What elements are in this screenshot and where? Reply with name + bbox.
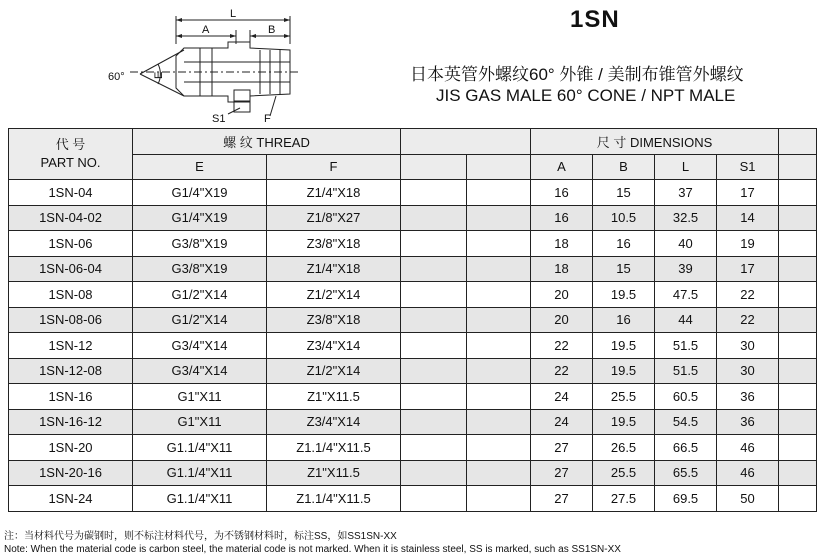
cell-part: 1SN-20-16 [9,460,133,486]
table-row [9,307,817,333]
cell-blank [467,180,531,206]
cell-f: Z1/4"X18 [267,180,401,206]
cell-f: Z1/2"X14 [267,282,401,308]
cell-blank [779,384,817,410]
col-header-E: E [133,154,267,180]
cell-b: 27.5 [593,486,655,512]
part-no-header-en: PART NO. [40,155,101,170]
table-row [9,333,817,359]
cell-blank [467,358,531,384]
cell-s1: 46 [717,460,779,486]
cell-part: 1SN-20 [9,435,133,461]
header-blank [401,129,531,155]
cell-blank [779,460,817,486]
cell-s1: 36 [717,409,779,435]
cell-s1: 30 [717,358,779,384]
cell-b: 25.5 [593,384,655,410]
cell-part: 1SN-16 [9,384,133,410]
cell-a: 18 [531,231,593,257]
cell-b: 19.5 [593,409,655,435]
dimensions-header: 尺 寸 DIMENSIONS [531,129,779,155]
cell-s1: 17 [717,256,779,282]
cell-blank [467,435,531,461]
cell-blank [779,282,817,308]
cell-f: Z1/8"X27 [267,205,401,231]
cell-f: Z1"X11.5 [267,384,401,410]
cell-part: 1SN-12 [9,333,133,359]
cell-blank [779,307,817,333]
dim-label-F: F [264,113,271,125]
cell-blank [779,231,817,257]
cell-part: 1SN-12-08 [9,358,133,384]
cell-b: 16 [593,307,655,333]
table-row [9,358,817,384]
cell-part: 1SN-24 [9,486,133,512]
cell-s1: 36 [717,384,779,410]
cell-l: 32.5 [655,205,717,231]
cell-part: 1SN-08-06 [9,307,133,333]
header-blank [779,154,817,180]
cell-part: 1SN-06-04 [9,256,133,282]
cell-a: 16 [531,205,593,231]
cell-f: Z1/2"X14 [267,358,401,384]
cell-blank [401,205,467,231]
cell-blank [401,231,467,257]
cell-blank [467,231,531,257]
cell-blank [467,307,531,333]
table-row [9,384,817,410]
cell-s1: 50 [717,486,779,512]
cell-part: 1SN-16-12 [9,409,133,435]
table-row [9,180,817,206]
cell-blank [467,460,531,486]
note-english: Note: When the material code is carbon steel, the material code is not marked. When it is stainless steel, SS is marked, such as SS1SN-XX [4,544,621,555]
cell-a: 27 [531,435,593,461]
table-row [9,256,817,282]
cell-l: 69.5 [655,486,717,512]
cell-b: 15 [593,180,655,206]
cell-l: 44 [655,307,717,333]
thread-header: 螺 纹 THREAD [133,129,401,155]
cell-f: Z3/8"X18 [267,307,401,333]
cell-f: Z3/4"X14 [267,409,401,435]
cell-a: 20 [531,307,593,333]
cell-b: 26.5 [593,435,655,461]
cell-e: G1.1/4"X11 [133,435,267,461]
cell-e: G3/4"X14 [133,358,267,384]
dim-label-E: E [153,71,165,79]
cell-blank [467,205,531,231]
cell-blank [779,256,817,282]
cell-a: 24 [531,384,593,410]
table-row [9,231,817,257]
cell-a: 27 [531,460,593,486]
part-no-header-cn: 代 号 [55,137,86,152]
cell-blank [779,435,817,461]
cell-s1: 22 [717,307,779,333]
cell-e: G3/8"X19 [133,256,267,282]
cell-blank [467,409,531,435]
cell-l: 47.5 [655,282,717,308]
cell-s1: 17 [717,180,779,206]
cell-a: 16 [531,180,593,206]
cell-e: G3/8"X19 [133,231,267,257]
cell-blank [779,205,817,231]
cell-blank [401,256,467,282]
cell-a: 22 [531,358,593,384]
cell-s1: 19 [717,231,779,257]
table-row [9,460,817,486]
cell-blank [401,180,467,206]
cell-blank [401,409,467,435]
cell-e: G3/4"X14 [133,333,267,359]
cell-s1: 30 [717,333,779,359]
note-chinese: 注：当材料代号为碳钢时，则不标注材料代号，为不锈钢材料时，标注SS，如SS1SN-XX [4,531,397,542]
cell-blank [779,409,817,435]
part-no-header [9,129,133,180]
cell-b: 19.5 [593,333,655,359]
cell-e: G1/2"X14 [133,282,267,308]
col-header-S1: S1 [717,154,779,180]
header-blank [401,154,467,180]
cell-e: G1.1/4"X11 [133,486,267,512]
col-header-A: A [531,154,593,180]
fitting-drawing [100,4,330,126]
cell-a: 20 [531,282,593,308]
cell-blank [401,384,467,410]
cell-a: 27 [531,486,593,512]
cell-blank [401,460,467,486]
cell-s1: 14 [717,205,779,231]
dim-label-B: B [268,24,276,36]
cell-part: 1SN-04 [9,180,133,206]
cell-b: 19.5 [593,282,655,308]
cell-b: 25.5 [593,460,655,486]
cell-b: 16 [593,231,655,257]
cell-e: G1"X11 [133,409,267,435]
cell-blank [467,256,531,282]
product-code: 1SN [570,6,620,33]
cell-l: 40 [655,231,717,257]
cell-e: G1.1/4"X11 [133,460,267,486]
cell-l: 39 [655,256,717,282]
cell-b: 15 [593,256,655,282]
cell-blank [467,384,531,410]
cell-part: 1SN-06 [9,231,133,257]
cell-b: 10.5 [593,205,655,231]
cell-a: 22 [531,333,593,359]
cell-f: Z3/4"X14 [267,333,401,359]
cell-part: 1SN-04-02 [9,205,133,231]
table-header-row-1 [9,129,817,155]
cell-blank [467,333,531,359]
cell-e: G1/2"X14 [133,307,267,333]
col-header-B: B [593,154,655,180]
col-header-L: L [655,154,717,180]
cell-part: 1SN-08 [9,282,133,308]
cell-blank [467,486,531,512]
cell-blank [401,435,467,461]
col-header-F: F [267,154,401,180]
cell-l: 54.5 [655,409,717,435]
cell-f: Z1.1/4"X11.5 [267,486,401,512]
cell-f: Z1"X11.5 [267,460,401,486]
table-row [9,205,817,231]
cell-e: G1/4"X19 [133,180,267,206]
cell-blank [779,358,817,384]
notes [4,530,621,556]
cell-f: Z1.1/4"X11.5 [267,435,401,461]
cell-blank [401,486,467,512]
cell-l: 37 [655,180,717,206]
cell-blank [401,282,467,308]
subtitle-english: JIS GAS MALE 60° CONE / NPT MALE [436,86,736,105]
cell-blank [401,307,467,333]
header-blank [779,129,817,155]
cell-l: 60.5 [655,384,717,410]
cell-l: 51.5 [655,333,717,359]
cell-l: 65.5 [655,460,717,486]
spec-table [8,128,817,512]
cell-e: G1"X11 [133,384,267,410]
cell-f: Z1/4"X18 [267,256,401,282]
cell-blank [401,333,467,359]
cell-l: 66.5 [655,435,717,461]
dim-label-L: L [230,8,237,20]
dim-label-angle: 60° [108,71,125,83]
table-row [9,486,817,512]
cell-f: Z3/8"X18 [267,231,401,257]
table-row [9,435,817,461]
cell-e: G1/4"X19 [133,205,267,231]
table-row [9,409,817,435]
cell-blank [779,486,817,512]
cell-b: 19.5 [593,358,655,384]
dim-label-A: A [202,24,210,36]
cell-blank [467,282,531,308]
cell-blank [401,358,467,384]
cell-s1: 46 [717,435,779,461]
cell-l: 51.5 [655,358,717,384]
cell-s1: 22 [717,282,779,308]
table-row [9,282,817,308]
cell-blank [779,180,817,206]
dim-label-S1: S1 [212,113,226,125]
header-blank [467,154,531,180]
cell-a: 18 [531,256,593,282]
subtitle-chinese: 日本英管外螺纹60° 外锥 / 美制布锥管外螺纹 [410,65,744,84]
cell-blank [779,333,817,359]
cell-a: 24 [531,409,593,435]
